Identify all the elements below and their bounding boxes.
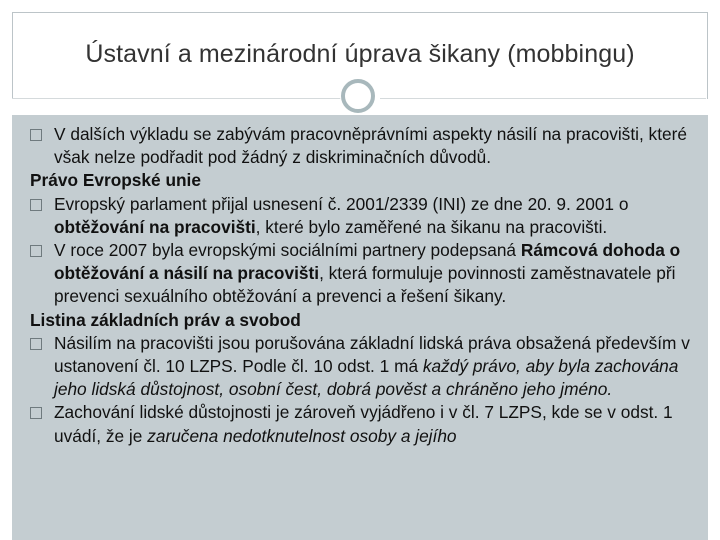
text-segment: V dalších výkladu se zabývám pracovněprávními aspekty násilí na pracovišti, které však nelze podřadit pod žádný z diskriminačních důvodů. (54, 124, 687, 168)
slide-title: Ústavní a mezinárodní úprava šikany (mobbingu) (85, 40, 635, 68)
square-bullet-icon (30, 199, 42, 211)
bullet-paragraph (30, 123, 700, 169)
bullet-paragraph (30, 401, 700, 447)
text-segment: každý právo, aby byla zachována jeho lidská důstojnost, osobní čest, dobrá pověst a chráněno jeho jméno. (54, 356, 679, 400)
section-heading (30, 309, 700, 332)
slide-body (30, 123, 700, 448)
square-bullet-icon (30, 245, 42, 257)
text-segment: V roce 2007 byla evropskými sociálními partnery podepsaná (54, 240, 521, 261)
text-segment: obtěžování na pracovišti (54, 216, 256, 237)
text-segment: zaručena nedotknutelnost osoby a jejího (147, 425, 457, 446)
square-bullet-icon (30, 338, 42, 350)
text-segment: Zachování lidské důstojnosti je zároveň vyjádřeno i v čl. 7 LZPS, kde se v odst. 1 uvádí, že je (54, 402, 673, 446)
ring-ornament-icon (341, 79, 375, 113)
section-heading (30, 169, 700, 192)
title-divider-left (12, 98, 342, 99)
bullet-paragraph (30, 193, 700, 239)
text-segment: , které bylo zaměřené na šikanu na pracovišti. (255, 216, 608, 237)
text-segment: Právo Evropské unie (30, 170, 201, 191)
text-segment: Násilím na pracovišti jsou porušována základní lidská práva obsažená především v ustanovení čl. 10 LZPS. Podle čl. 10 odst. 1 má (54, 332, 690, 377)
square-bullet-icon (30, 129, 42, 141)
text-segment: Rámcová dohoda o obtěžování a násilí na pracovišti (54, 240, 681, 284)
square-bullet-icon (30, 407, 42, 419)
bullet-paragraph (30, 332, 700, 402)
text-segment: , která formuluje povinnosti zaměstnavatele při prevenci sexuálního obtěžování a prevenci a řešení šikany. (54, 263, 676, 307)
title-divider-right (380, 98, 706, 99)
text-segment: Listina základních práv a svobod (30, 309, 301, 330)
bullet-paragraph (30, 239, 700, 309)
text-segment: Evropský parlament přijal usnesení č. 2001/2339 (INI) ze dne 20. 9. 2001 o (54, 193, 629, 214)
